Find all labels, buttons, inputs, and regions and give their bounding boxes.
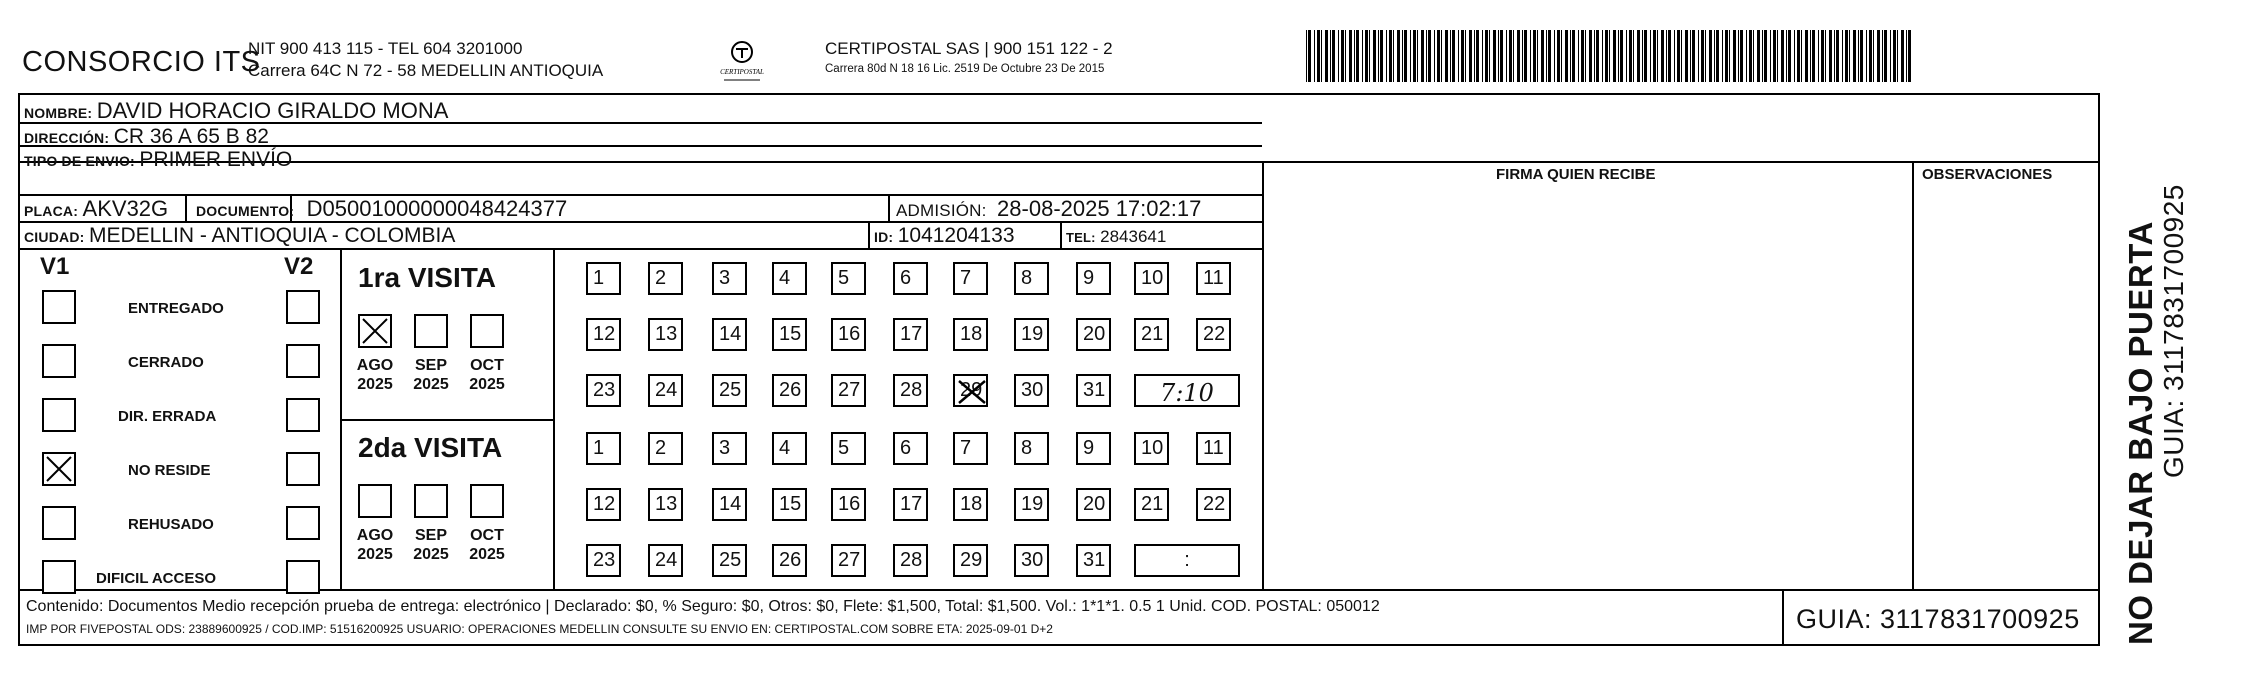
day-number: 17 [900, 493, 923, 515]
company-address: Carrera 64C N 72 - 58 MEDELLIN ANTIOQUIA [248, 61, 604, 80]
tel-field [1066, 228, 1166, 246]
day-number: 12 [593, 493, 616, 515]
month-checkbox[interactable] [414, 484, 448, 518]
day-box[interactable] [648, 318, 683, 351]
day-number: 22 [1203, 493, 1226, 515]
day-box[interactable] [1014, 374, 1049, 407]
day-number: 1 [593, 267, 605, 289]
v2-checkbox[interactable] [286, 506, 320, 540]
day-box[interactable] [893, 318, 928, 351]
day-box[interactable] [772, 488, 807, 521]
day-number: 7 [960, 437, 972, 459]
day-box[interactable] [1196, 488, 1231, 521]
day-box[interactable] [893, 374, 928, 407]
day-box[interactable] [1076, 318, 1111, 351]
day-box[interactable] [772, 262, 807, 295]
visit-time: 7:10 [1160, 379, 1214, 407]
v1-checkbox[interactable] [42, 290, 76, 324]
day-box[interactable] [772, 432, 807, 465]
day-number: 5 [838, 267, 850, 289]
certipostal-line: CERTIPOSTAL SAS | 900 151 122 - 2 [825, 39, 1113, 58]
nombre-row [24, 100, 448, 122]
day-number: 17 [900, 323, 923, 345]
day-number: 10 [1141, 437, 1164, 459]
status-option-label: ENTREGADO [128, 300, 224, 317]
day-box[interactable] [953, 374, 988, 407]
day-number: 29 [960, 549, 983, 571]
day-box[interactable] [893, 432, 928, 465]
day-box[interactable] [1134, 318, 1169, 351]
admision-field [896, 198, 1201, 220]
v1-checkbox[interactable] [42, 398, 76, 432]
day-box[interactable] [1076, 488, 1111, 521]
day-number: 1 [593, 437, 605, 459]
day-number: 30 [1021, 549, 1044, 571]
documento-label: DOCUMENTO: [196, 203, 295, 219]
day-number: 11 [1203, 437, 1224, 459]
day-number: 11 [1203, 267, 1224, 289]
side-guia: GUIA: 3117831700925 [2158, 184, 2189, 478]
v2-header: V2 [284, 253, 314, 280]
day-number: 30 [1021, 379, 1044, 401]
day-number: 13 [655, 323, 678, 345]
visit-title: 1ra VISITA [358, 262, 496, 293]
footer-guia: GUIA: 3117831700925 [1796, 604, 2080, 634]
barcode-icon [1306, 30, 1916, 82]
day-number: 23 [593, 379, 616, 401]
day-box[interactable] [1014, 432, 1049, 465]
day-box[interactable] [1196, 318, 1231, 351]
v2-checkbox[interactable] [286, 452, 320, 486]
day-number: 22 [1203, 323, 1226, 345]
day-box[interactable] [831, 488, 866, 521]
placa-field [24, 198, 168, 220]
nit-line: NIT 900 413 115 - TEL 604 3201000 [248, 39, 523, 58]
day-box[interactable] [831, 318, 866, 351]
direccion-value: CR 36 A 65 B 82 [113, 125, 269, 148]
day-number: 4 [779, 267, 791, 289]
day-number: 6 [900, 267, 912, 289]
documento-field [196, 198, 567, 220]
x-mark-icon [44, 454, 74, 484]
day-box[interactable] [772, 544, 807, 577]
certipostal-address: Carrera 80d N 18 16 Lic. 2519 De Octubre 23 De 2015 [825, 63, 1105, 75]
day-box[interactable] [712, 432, 747, 465]
day-box[interactable] [831, 262, 866, 295]
day-number: 14 [719, 323, 742, 345]
day-box[interactable] [831, 544, 866, 577]
placa-value: AKV32G [82, 196, 169, 221]
day-box[interactable] [1014, 488, 1049, 521]
month-name: OCT [470, 527, 504, 544]
day-box[interactable] [1134, 262, 1169, 295]
day-number: 10 [1141, 267, 1164, 289]
day-box[interactable] [648, 544, 683, 577]
month-label [406, 356, 456, 394]
day-box[interactable] [1014, 544, 1049, 577]
day-box[interactable] [831, 432, 866, 465]
visit-title: 2da VISITA [358, 432, 503, 463]
day-number: 18 [960, 323, 983, 345]
day-box[interactable] [586, 432, 621, 465]
day-box[interactable] [586, 318, 621, 351]
status-option-label: DIR. ERRADA [118, 408, 217, 425]
day-box[interactable] [586, 488, 621, 521]
day-number: 8 [1021, 437, 1033, 459]
certipostal-logo-icon [716, 36, 768, 88]
time-box[interactable] [1134, 544, 1240, 577]
day-number: 25 [719, 549, 742, 571]
v2-checkbox[interactable] [286, 344, 320, 378]
nombre-label: NOMBRE: [24, 105, 93, 121]
day-number: 2 [655, 267, 667, 289]
day-box[interactable] [1134, 488, 1169, 521]
id-label: ID: [874, 229, 894, 245]
day-box[interactable] [831, 374, 866, 407]
day-box[interactable] [712, 374, 747, 407]
day-number: 9 [1083, 267, 1095, 289]
id-value: 1041204133 [897, 224, 1015, 247]
v2-checkbox[interactable] [286, 290, 320, 324]
day-box[interactable] [772, 374, 807, 407]
day-box[interactable] [953, 262, 988, 295]
day-number: 31 [1083, 379, 1106, 401]
day-number: 20 [1083, 493, 1106, 515]
direccion-label: DIRECCIÓN: [24, 130, 110, 146]
tipo-envio-value: PRIMER ENVÍO [139, 148, 293, 171]
month-name: AGO [356, 527, 394, 544]
day-box[interactable] [1196, 262, 1231, 295]
day-number: 28 [900, 549, 923, 571]
day-box[interactable] [953, 318, 988, 351]
day-box[interactable] [953, 544, 988, 577]
day-number: 4 [779, 437, 791, 459]
day-box[interactable] [648, 262, 683, 295]
month-year: 2025 [469, 376, 505, 393]
footer-contenido: Contenido: Documentos Medio recepción prueba de entrega: electrónico | Declarado: $0, % Seguro: $0, Otros: $0, Flete: $1,500, Total: $1,500. Vol.: 1*1*1. 0.5 1 Unid. COD. POSTAL: 050012 [26, 598, 1380, 615]
day-number: 21 [1141, 323, 1164, 345]
day-box[interactable] [1014, 318, 1049, 351]
tipo-envio-row [24, 149, 292, 170]
day-number: 13 [655, 493, 678, 515]
day-box[interactable] [953, 432, 988, 465]
v1-checkbox[interactable] [42, 560, 76, 594]
tel-label: TEL: [1066, 230, 1096, 245]
ciudad-field [24, 225, 455, 246]
day-number: 18 [960, 493, 983, 515]
day-box[interactable] [712, 262, 747, 295]
day-box[interactable] [1196, 432, 1231, 465]
day-box[interactable] [893, 488, 928, 521]
time-box[interactable] [1134, 374, 1240, 407]
day-box[interactable] [893, 544, 928, 577]
day-number: 25 [719, 379, 742, 401]
day-box[interactable] [1076, 374, 1111, 407]
v2-checkbox[interactable] [286, 398, 320, 432]
month-checkbox[interactable] [470, 314, 504, 348]
status-option-label: CERRADO [128, 354, 204, 371]
footer-imp: IMP POR FIVEPOSTAL ODS: 23889600925 / COD.IMP: 51516200925 USUARIO: OPERACIONES MEDELLIN CONSULTE SU ENVIO EN: CERTIPOSTAL.COM SOBRE ETA: 2025-09-01 D+2 [26, 622, 1053, 636]
day-box[interactable] [1014, 262, 1049, 295]
month-name: SEP [414, 527, 447, 544]
x-mark-icon [360, 316, 390, 346]
ciudad-value: MEDELLIN - ANTIOQUIA - COLOMBIA [88, 224, 456, 247]
id-field [874, 225, 1015, 246]
month-checkbox[interactable] [358, 314, 392, 348]
day-number: 28 [900, 379, 923, 401]
day-number: 21 [1141, 493, 1164, 515]
month-label [406, 526, 456, 564]
day-box[interactable] [712, 488, 747, 521]
day-number: 26 [779, 379, 802, 401]
tipo-envio-label: TIPO DE ENVIO: [24, 153, 135, 169]
v1-header: V1 [40, 253, 70, 280]
day-box[interactable] [712, 544, 747, 577]
firma-header: FIRMA QUIEN RECIBE [1496, 166, 1656, 183]
day-number: 6 [900, 437, 912, 459]
day-number: 9 [1083, 437, 1095, 459]
day-box[interactable] [893, 262, 928, 295]
day-box[interactable] [712, 318, 747, 351]
day-number: 16 [838, 493, 861, 515]
day-box[interactable] [648, 488, 683, 521]
nombre-value: DAVID HORACIO GIRALDO MONA [96, 98, 449, 123]
direccion-row [24, 126, 269, 147]
day-number: 24 [655, 379, 678, 401]
visit-time: : [1184, 549, 1190, 571]
placa-label: PLACA: [24, 203, 79, 219]
day-box[interactable] [1076, 544, 1111, 577]
month-checkbox[interactable] [414, 314, 448, 348]
observaciones-header: OBSERVACIONES [1922, 166, 2053, 183]
day-number: 15 [779, 323, 802, 345]
v1-checkbox[interactable] [42, 344, 76, 378]
admision-label: ADMISIÓN: [896, 201, 987, 220]
day-x-mark-icon [957, 378, 987, 406]
label-frame [18, 93, 2100, 646]
month-year: 2025 [413, 546, 449, 563]
v1-checkbox[interactable] [42, 506, 76, 540]
day-number: 27 [838, 549, 861, 571]
month-year: 2025 [357, 546, 393, 563]
month-label [350, 526, 400, 564]
ciudad-label: CIUDAD: [24, 229, 85, 245]
day-number: 12 [593, 323, 616, 345]
admision-value: 28-08-2025 17:02:17 [997, 196, 1202, 221]
day-box[interactable] [1076, 432, 1111, 465]
company-name: CONSORCIO ITS [22, 46, 261, 78]
status-option-label: DIFICIL ACCESO [96, 570, 217, 587]
month-checkbox[interactable] [358, 484, 392, 518]
month-label [462, 526, 512, 564]
day-number: 3 [719, 267, 731, 289]
day-number: 5 [838, 437, 850, 459]
day-number: 24 [655, 549, 678, 571]
v1-checkbox[interactable] [42, 452, 76, 486]
month-label [350, 356, 400, 394]
day-number: 3 [719, 437, 731, 459]
documento-value: D05001000000048424377 [306, 196, 568, 221]
side-instruction: NO DEJAR BAJO PUERTA [2122, 221, 2159, 645]
day-box[interactable] [586, 374, 621, 407]
month-year: 2025 [357, 376, 393, 393]
month-name: OCT [470, 357, 504, 374]
v2-checkbox[interactable] [286, 560, 320, 594]
day-number: 27 [838, 379, 861, 401]
month-year: 2025 [413, 376, 449, 393]
month-label [462, 356, 512, 394]
day-number: 26 [779, 549, 802, 571]
day-number: 16 [838, 323, 861, 345]
day-box[interactable] [648, 374, 683, 407]
day-box[interactable] [1134, 432, 1169, 465]
status-option-label: NO RESIDE [128, 462, 211, 479]
day-box[interactable] [1076, 262, 1111, 295]
day-box[interactable] [586, 262, 621, 295]
month-name: AGO [356, 357, 394, 374]
month-name: SEP [414, 357, 447, 374]
month-year: 2025 [469, 546, 505, 563]
day-number: 15 [779, 493, 802, 515]
day-box[interactable] [772, 318, 807, 351]
day-number: 2 [655, 437, 667, 459]
day-number: 31 [1083, 549, 1106, 571]
logo-text: CERTIPOSTAL [720, 68, 764, 76]
day-number: 8 [1021, 267, 1033, 289]
day-number: 23 [593, 549, 616, 571]
day-box[interactable] [648, 432, 683, 465]
status-option-label: REHUSADO [128, 516, 214, 533]
month-checkbox[interactable] [470, 484, 504, 518]
day-number: 14 [719, 493, 742, 515]
day-number: 19 [1021, 323, 1044, 345]
day-box[interactable] [953, 488, 988, 521]
day-number: 20 [1083, 323, 1106, 345]
day-box[interactable] [586, 544, 621, 577]
tel-value: 2843641 [1100, 227, 1167, 246]
day-number: 19 [1021, 493, 1044, 515]
day-number: 29 [960, 379, 983, 401]
day-number: 7 [960, 267, 972, 289]
